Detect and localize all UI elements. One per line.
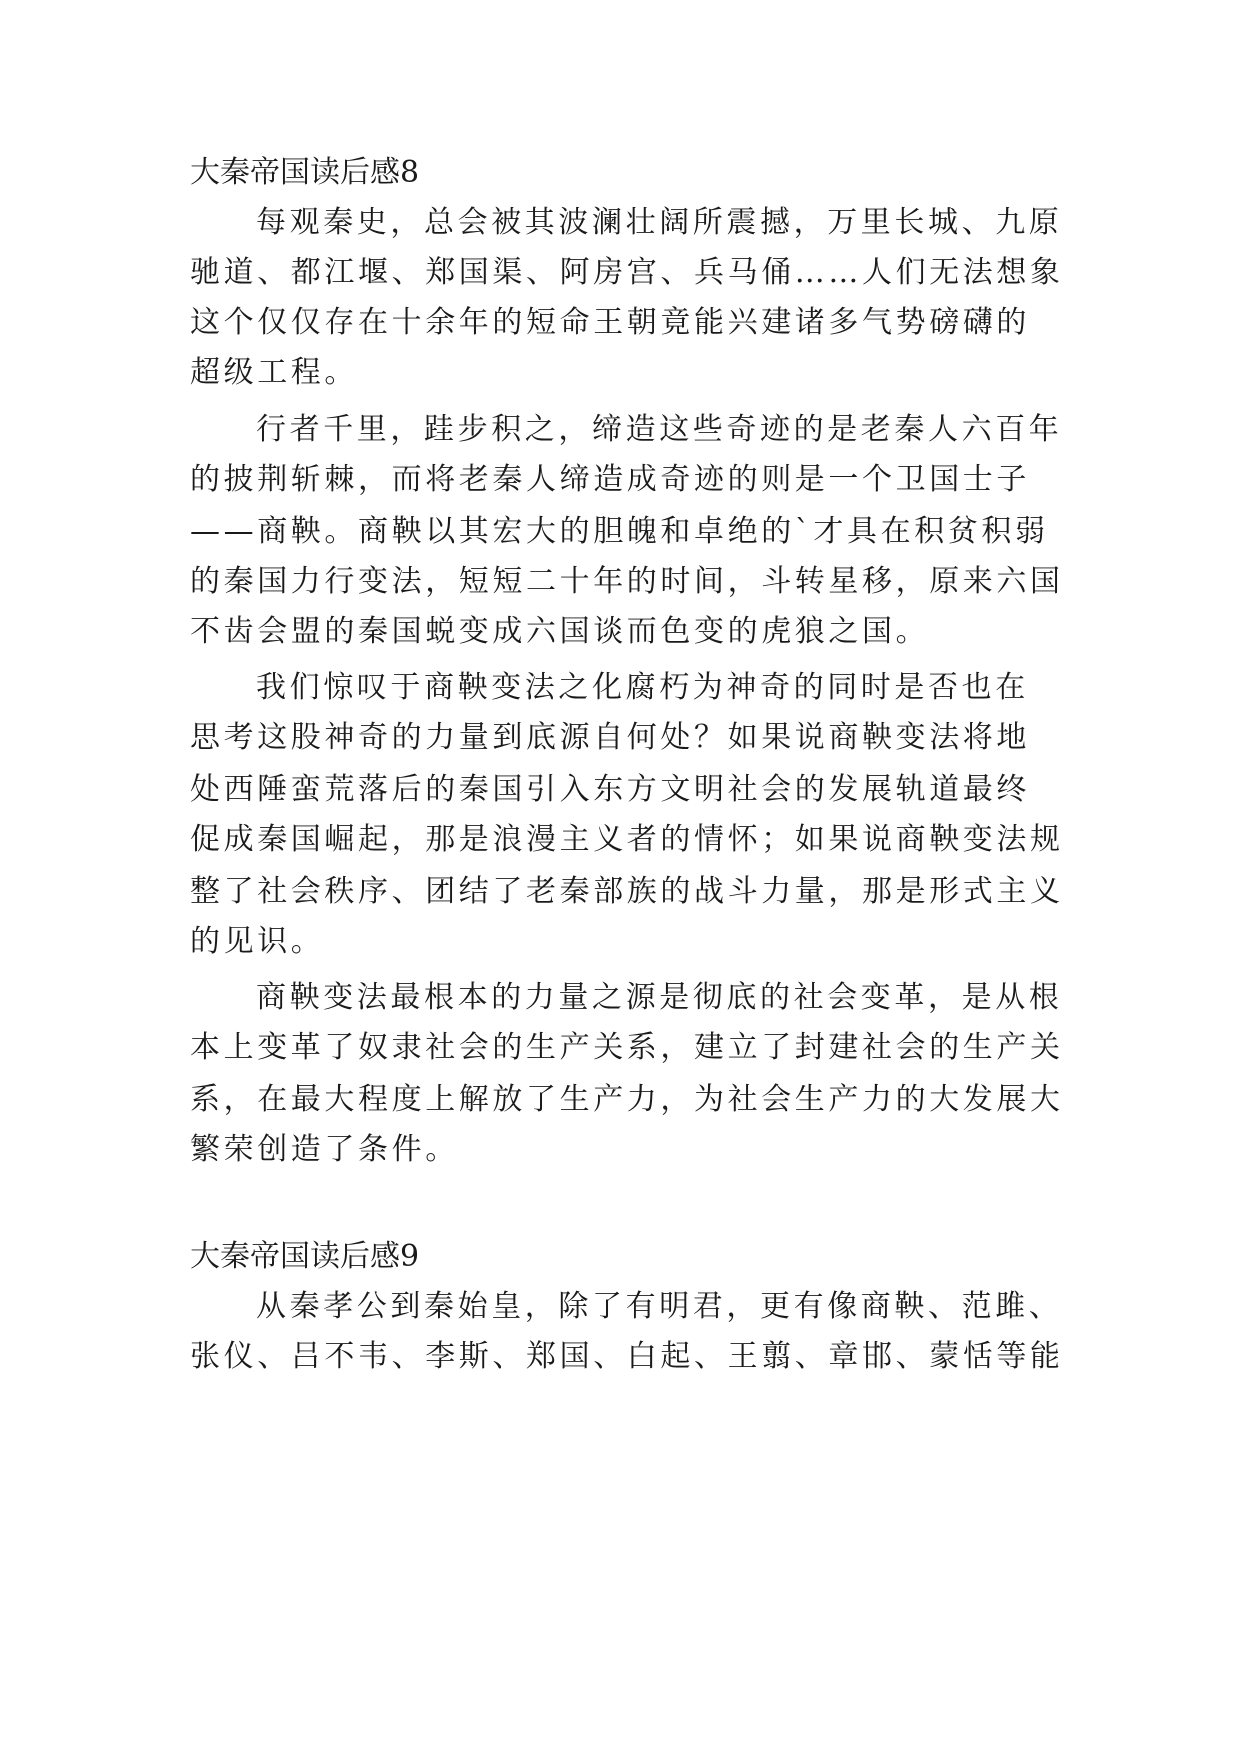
paragraph-line: 思考这股神奇的力量到底源自何处？如果说商鞅变法将地 xyxy=(190,720,1030,755)
section-title: 大秦帝国读后感9 xyxy=(190,1239,420,1274)
paragraph-line: 处西陲蛮荒落后的秦国引入东方文明社会的发展轨道最终 xyxy=(190,772,1030,807)
paragraph-line: 从秦孝公到秦始皇，除了有明君，更有像商鞅、范雎、 xyxy=(256,1289,1063,1324)
paragraph-line: 促成秦国崛起，那是浪漫主义者的情怀；如果说商鞅变法规 xyxy=(190,822,1064,857)
paragraph-line: 系，在最大程度上解放了生产力，为社会生产力的大发展大 xyxy=(190,1082,1064,1117)
paragraph-line: 本上变革了奴隶社会的生产关系，建立了封建社会的生产关 xyxy=(190,1030,1064,1065)
paragraph-line: 我们惊叹于商鞅变法之化腐朽为神奇的同时是否也在 xyxy=(256,670,1029,705)
paragraph-line: ——商鞅。商鞅以其宏大的胆魄和卓绝的`才具在积贫积弱 xyxy=(190,514,1049,549)
paragraph-line: 的披荆斩棘，而将老秦人缔造成奇迹的则是一个卫国士子 xyxy=(190,462,1030,497)
paragraph-line: 超级工程。 xyxy=(190,355,358,390)
paragraph-line: 张仪、吕不韦、李斯、郑国、白起、王翦、章邯、蒙恬等能 xyxy=(190,1339,1064,1374)
paragraph-line: 商鞅变法最根本的力量之源是彻底的社会变革，是从根 xyxy=(256,980,1063,1015)
paragraph-line: 整了社会秩序、团结了老秦部族的战斗力量，那是形式主义 xyxy=(190,874,1064,909)
paragraph-line: 这个仅仅存在十余年的短命王朝竟能兴建诸多气势磅礴的 xyxy=(190,305,1030,340)
paragraph-line: 不齿会盟的秦国蜕变成六国谈而色变的虎狼之国。 xyxy=(190,614,930,649)
paragraph-line: 驰道、都江堰、郑国渠、阿房宫、兵马俑……人们无法想象 xyxy=(190,255,1064,290)
paragraph-line: 的秦国力行变法，短短二十年的时间，斗转星移，原来六国 xyxy=(190,564,1064,599)
paragraph-line: 每观秦史，总会被其波澜壮阔所震撼，万里长城、九原 xyxy=(256,205,1063,240)
paragraph-line: 行者千里，跬步积之，缔造这些奇迹的是老秦人六百年 xyxy=(256,412,1063,447)
section-title: 大秦帝国读后感8 xyxy=(190,155,420,190)
paragraph-line: 的见识。 xyxy=(190,924,325,959)
paragraph-line: 繁荣创造了条件。 xyxy=(190,1132,459,1167)
